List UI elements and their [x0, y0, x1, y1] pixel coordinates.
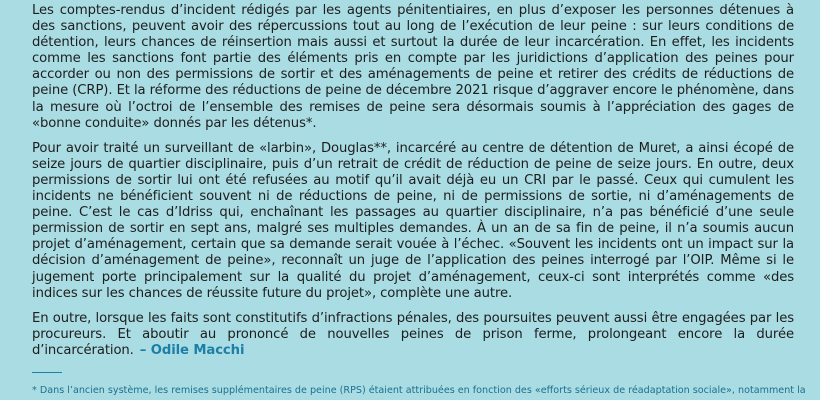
author-signature: – Odile Macchi: [139, 342, 245, 358]
footnote-divider: [32, 372, 62, 373]
paragraph-2: Pour avoir traité un surveillant de «larbin», Douglas**, incarcéré au centre de détention de Muret, a ainsi écopé de seize jours de quartier disciplinaire, puis d’un retrait de crédit de réduction de peine de seize jours. En outre, deux permissions de sortir lui ont été refusées au motif qu’il avait déjà eu un CRI par le passé. Ceux qui cumulent les incidents ne bénéficient souvent ni de réductions de peine, ni de permissions de sortie, ni d’aménagements de peine. C’est le cas d’Idriss qui, enchaînant les passages au quartier disciplinaire, n’a pas bénéficié d’une seule permission de sortir en sept ans, malgré ses multiples demandes. À un an de sa fin de peine, il n’a soumis aucun projet d’aménagement, certain que sa demande serait vouée à l’échec. «Souvent les incidents ont un impact sur la décision d’aménagement de peine», reconnaît un juge de l’application des peines interrogé par l’OIP. Même si le jugement porte principalement sur la qualité du projet d’aménagement, ceux-ci sont interprétés comme «des indices sur les chances de réussite future du projet», complète une autre.: [32, 140, 794, 301]
paragraph-1: Les comptes-rendus d’incident rédigés par les agents pénitentiaires, en plus d’exposer les personnes détenues à des sanctions, peuvent avoir des répercussions tout au long de l’exécution de leur peine : sur leurs conditions de détention, leurs chances de réinsertion mais aussi et surtout la durée de leur incarcération. En effet, les incidents comme les sanctions font partie des éléments pris en compte par les juridictions d’application des peines pour accorder ou non des permissions de sortir et des aménagements de peine et retirer des crédits de réductions de peine (CRP). Et la réforme des réductions de peine de décembre 2021 risque d’aggraver encore le phénomène, dans la mesure où l’octroi de l’ensemble des remises de peine sera désormais soumis à l’appréciation des gages de «bonne conduite» donnés par les détenus*.: [32, 3, 794, 131]
article-body: [32, 3, 794, 368]
paragraph-3: [32, 311, 794, 359]
paragraph-3-text: En outre, lorsque les faits sont constitutifs d’infractions pénales, des poursuites peuvent aussi être engagées par les procureurs. Et aboutir au prononcé de nouvelles peines de prison ferme, prolongeant encore la durée d’incarcération.: [32, 310, 794, 358]
footnote: * Dans l’ancien système, les remises supplémentaires de peine (RPS) étaient attribuées en fonction des «efforts sérieux de réadaptation sociale», notamment la: [32, 385, 806, 396]
